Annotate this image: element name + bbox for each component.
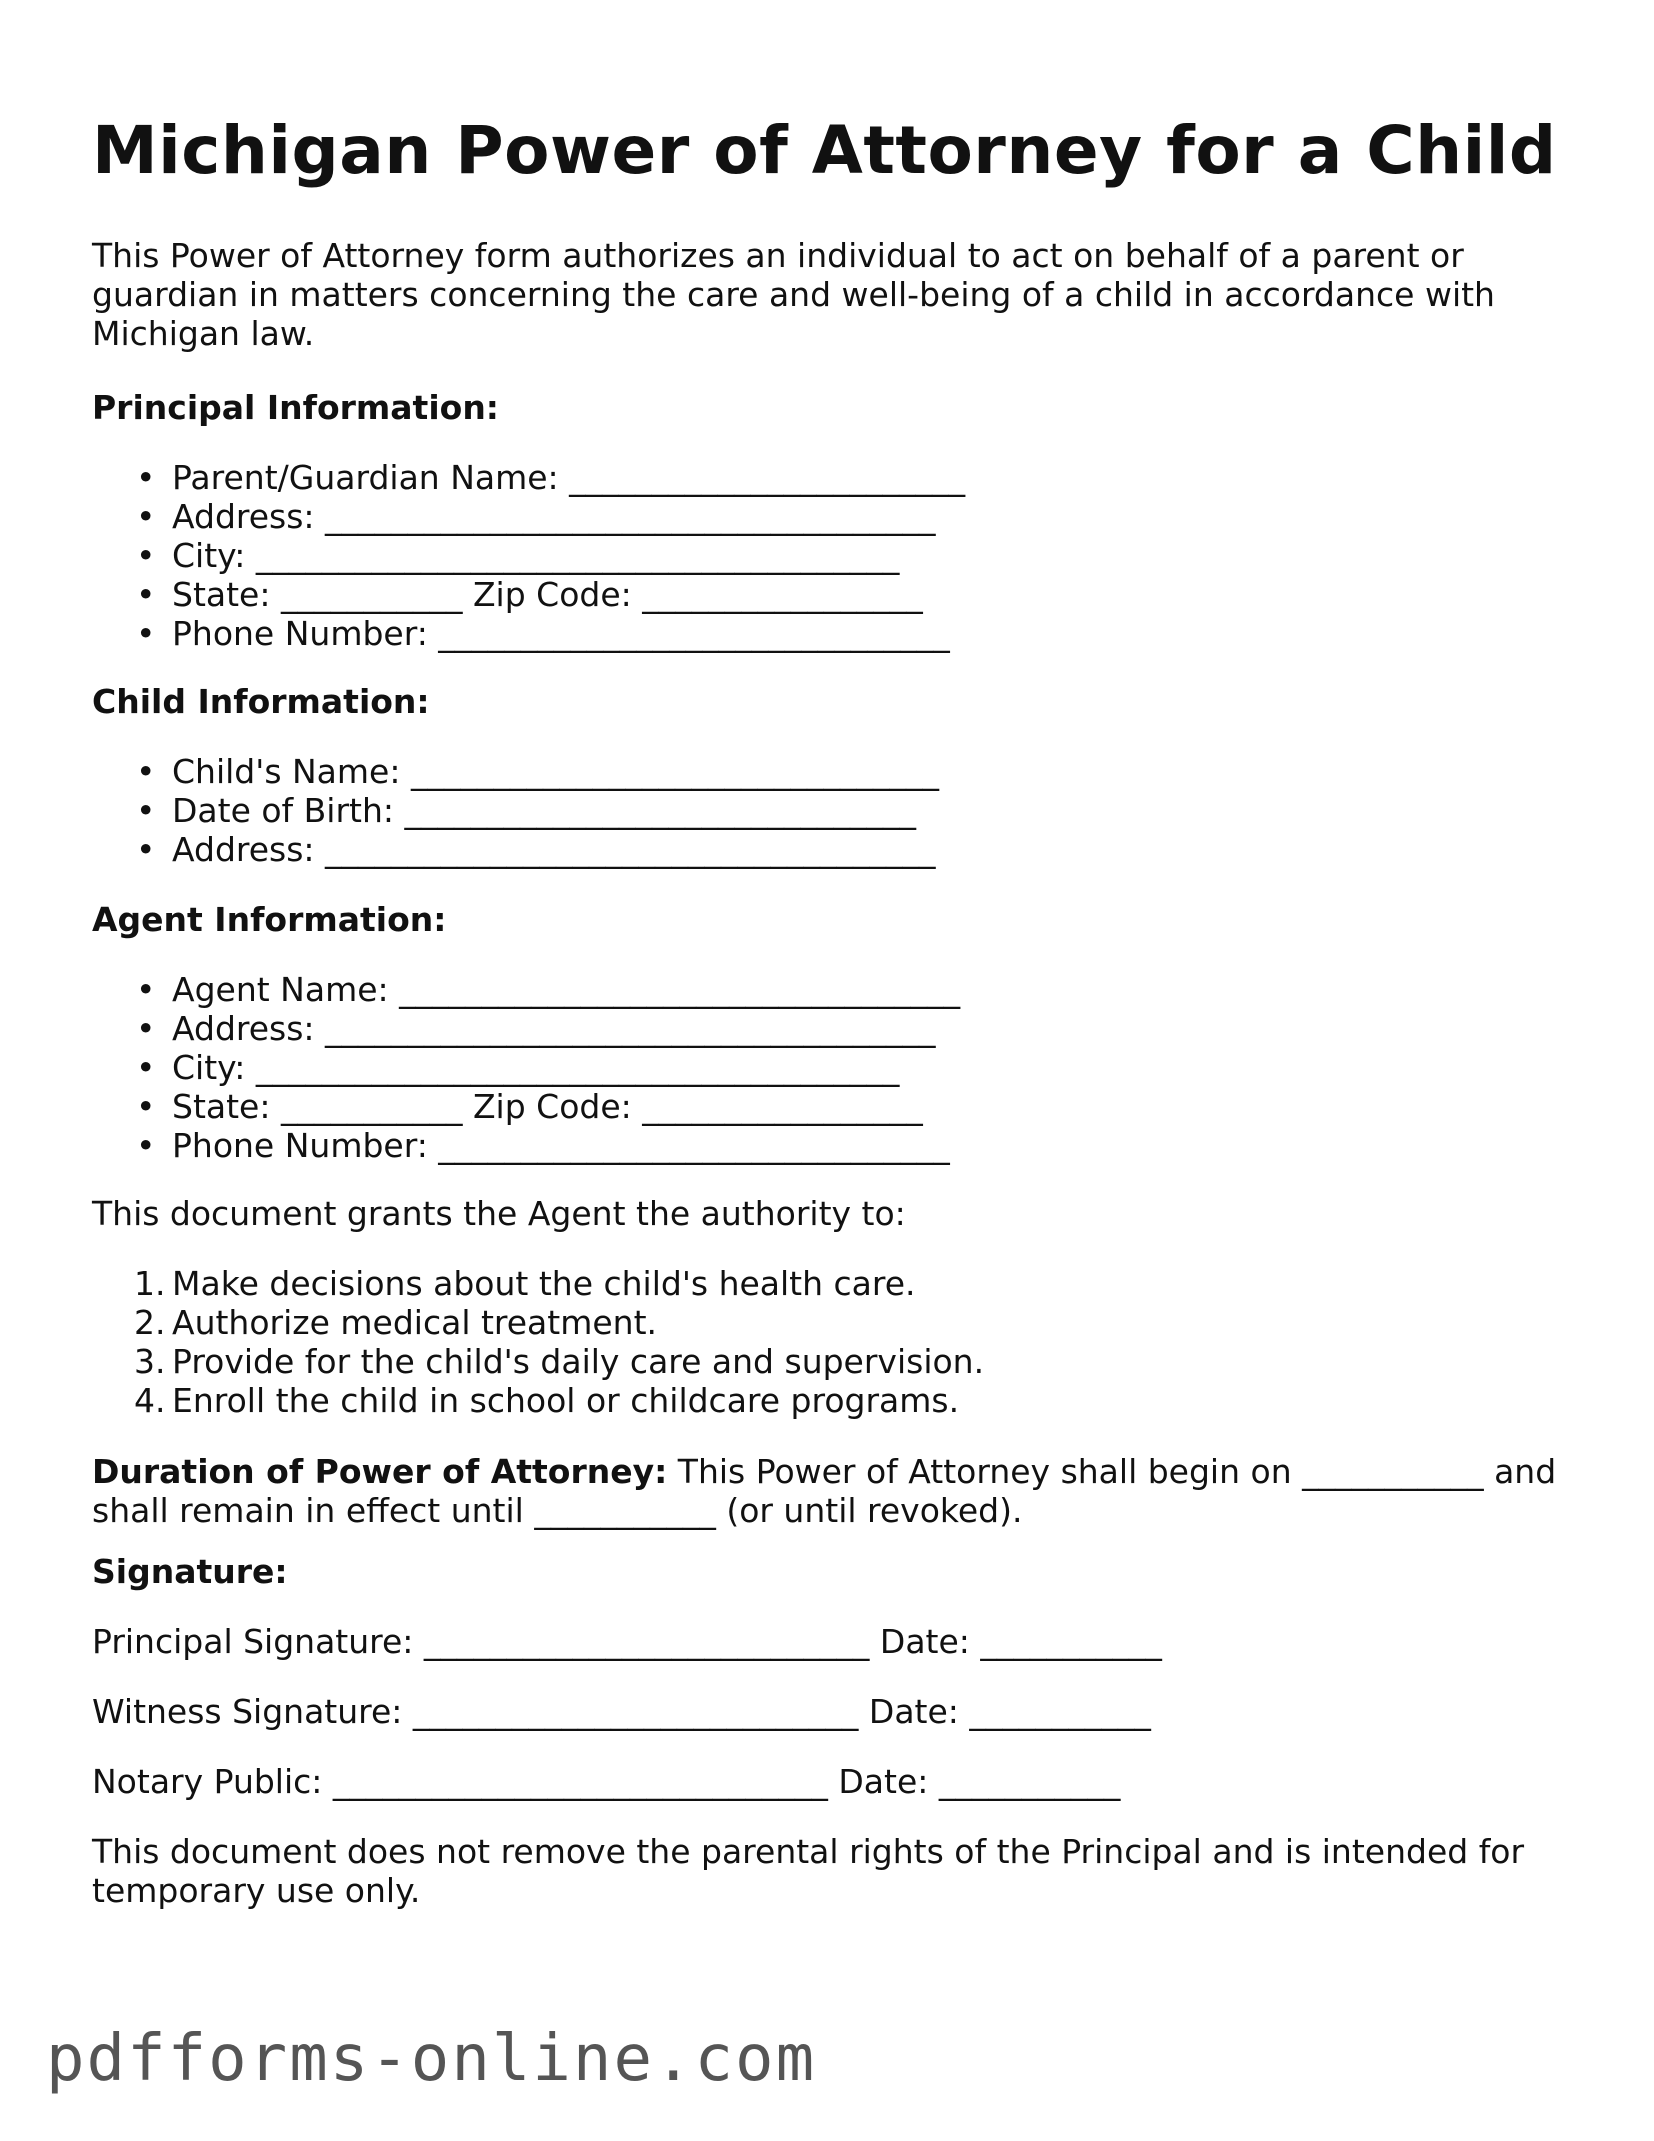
agent-fields-list	[92, 970, 960, 1165]
agent-state-zip-field[interactable]: • State: ___________ Zip Code: _________________	[92, 1087, 960, 1126]
footer-note: This document does not remove the parental rights of the Principal and is intended for temporary use only.	[92, 1832, 1525, 1910]
child-fields-list	[92, 752, 939, 869]
authority-item-number: 3.	[134, 1342, 166, 1381]
child-heading: Child Information:	[92, 682, 430, 721]
agent-heading: Agent Information:	[92, 900, 447, 939]
principal-name-field[interactable]: • Parent/Guardian Name: ________________________	[92, 458, 965, 497]
authority-item	[92, 1303, 984, 1342]
principal-address-field[interactable]: • Address: _____________________________________	[92, 497, 965, 536]
authority-list	[92, 1264, 984, 1420]
authority-item-text: Enroll the child in school or childcare programs.	[172, 1381, 960, 1420]
authority-intro: This document grants the Agent the authority to:	[92, 1194, 906, 1233]
authority-item	[92, 1381, 984, 1420]
authority-item-number: 1.	[134, 1264, 166, 1303]
child-address-field[interactable]: • Address: _____________________________________	[92, 830, 939, 869]
document-title: Michigan Power of Attorney for a Child	[92, 112, 1557, 189]
authority-item	[92, 1264, 984, 1303]
duration-text: This Power of Attorney shall begin on ___________ and shall remain in effect until ___________ (or until revoked).	[92, 1452, 1557, 1530]
principal-heading: Principal Information:	[92, 388, 500, 427]
principal-signature-line[interactable]: Principal Signature: ___________________________ Date: ___________	[92, 1622, 1162, 1661]
principal-city-field[interactable]: • City: _______________________________________	[92, 536, 965, 575]
duration-paragraph[interactable]	[92, 1452, 1592, 1530]
witness-signature-line[interactable]: Witness Signature: ___________________________ Date: ___________	[92, 1692, 1151, 1731]
authority-item-text: Authorize medical treatment.	[172, 1303, 658, 1342]
agent-phone-field[interactable]: • Phone Number: _______________________________	[92, 1126, 960, 1165]
principal-fields-list	[92, 458, 965, 653]
agent-address-field[interactable]: • Address: _____________________________________	[92, 1009, 960, 1048]
child-dob-field[interactable]: • Date of Birth: _______________________________	[92, 791, 939, 830]
authority-item-text: Provide for the child's daily care and supervision.	[172, 1342, 985, 1381]
authority-item-number: 4.	[134, 1381, 166, 1420]
authority-item-text: Make decisions about the child's health care.	[172, 1264, 916, 1303]
duration-label: Duration of Power of Attorney:	[92, 1452, 668, 1491]
intro-paragraph: This Power of Attorney form authorizes an individual to act on behalf of a parent or guardian in matters concerning the care and well-being of a child in accordance with Michigan law.	[92, 236, 1495, 353]
notary-signature-line[interactable]: Notary Public: ______________________________ Date: ___________	[92, 1762, 1121, 1801]
agent-city-field[interactable]: • City: _______________________________________	[92, 1048, 960, 1087]
signature-heading: Signature:	[92, 1552, 288, 1591]
principal-phone-field[interactable]: • Phone Number: _______________________________	[92, 614, 965, 653]
agent-name-field[interactable]: • Agent Name: __________________________________	[92, 970, 960, 1009]
authority-item	[92, 1342, 984, 1381]
principal-state-zip-field[interactable]: • State: ___________ Zip Code: _________________	[92, 575, 965, 614]
site-watermark: pdfforms-online.com	[46, 2022, 817, 2096]
authority-item-number: 2.	[134, 1303, 166, 1342]
child-name-field[interactable]: • Child's Name: ________________________________	[92, 752, 939, 791]
